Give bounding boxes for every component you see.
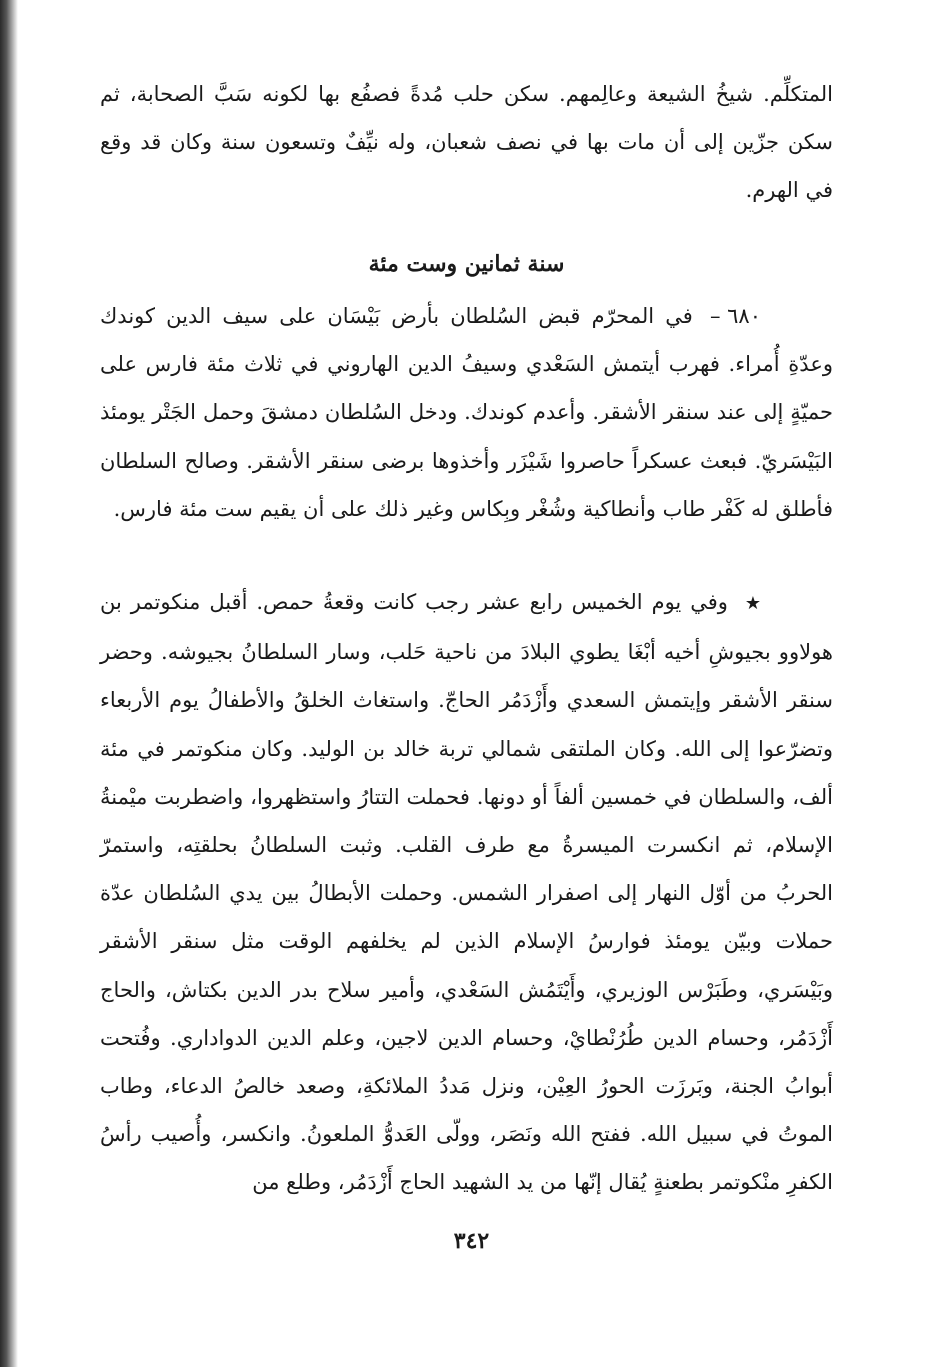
paragraph-continuation xyxy=(100,70,833,215)
paragraph-3-text: وفي يوم الخميس رابع عشر رجب كانت وقعةُ حمص. أقبل منكوتمر بن هولاوو بجيوشِ أخيه أبْغَا يطوي البلادَ من ناحية حَلب، وسار السلطانُ بجيوشه. وحضر سنقر الأشقر وإيتمش السعدي وأَزْدَمُر الحاجّ. واستغاث الخلقُ والأطفالُ يوم الأربعاء وتضرّعوا إلى الله. وكان الملتقى شمالي تربة خالد بن الوليد. وكان منكوتمر في مئة ألف، والسلطان في خمسين ألفاً أو دونها. فحملت التتارُ واستظهروا، واضطربت ميْمنةُ الإسلام، ثم انكسرت الميسرةُ مع طرف القلب. وثبت السلطانُ بحلقتِه، واستمرّ الحربُ من أوّل النهار إلى اصفرار الشمس. وحملت الأبطالُ بين يدي السُلطان عدّة حملات وبيّن يومئذ فوارسُ الإسلام الذين لم يخلفهم الوقت مثل سنقر الأشقر وبَيْسَري، وطَبَرْس الوزيري، وأَيْتَمُش السَعْدي، وأمير سلاح بدر الدين بكتاش، والحاج أَزْدَمُر، وحسام الدين طُرُنْطايْ، وحسام الدين لاجين، وعلم الدين الدواداري. وفُتحت أبوابُ الجنة، وبَرزَت الحورُ العِيْن، ونزل مَددُ الملائكةِ، وصعد خالصُ الدعاء، وطاب الموتُ في سبيل الله. ففتح الله ونَصَر، وولّى العَدوُّ الملعونُ. وانكسر، وأُصيب رأسُ الكفرِ منْكوتمر بطعنةٍ يُقال إنّها من يد الشهيد الحاج أَزْدَمُر، وطلع من xyxy=(100,590,834,1195)
page-number: ٣٤٢ xyxy=(453,1228,490,1254)
year-heading: سنة ثمانين وست مئة xyxy=(368,251,565,277)
paragraph-battle-of-homs xyxy=(100,578,833,1207)
paragraph-year-680 xyxy=(100,292,833,533)
binding-shadow xyxy=(0,0,18,1367)
paragraph-2-text: في المحرّم قبض السُلطان بأرض بَيْسَان على سيف الدين كوندك وعدّةِ أُمراء. فهرب أيتمش السَعْدي وسيفُ الدين الهاروني في ثلاث مئة فارس على حميّةٍ إلى عند سنقر الأشقر. وأعدم كوندك. ودخل السُلطان دمشقَ وحمل الجَتْر يومئذ البَيْسَريّ. فبعث عسكراً حاصروا شَيْزَر وأخذوها برضى سنقر الأشقر. وصالح السلطان فأطلق له كَفْر طاب وأنطاكية وشُغْر وبِكاس وغير ذلك على أن يقيم ست مئة فارس. xyxy=(100,304,833,521)
paragraph-1-text: المتكلِّم. شيخُ الشيعة وعالِمهم. سكن حلب مُدةً فصفُع بها لكونه سَبَّ الصحابة، ثم سكن جزّين إلى أن مات بها في نصف شعبان، وله نيِّفٌ وتسعون سنة وكان قد وقع في الهرم. xyxy=(100,82,833,203)
star-marker-icon: ★ xyxy=(744,593,761,614)
entry-number: ٦٨٠ – xyxy=(709,304,761,328)
